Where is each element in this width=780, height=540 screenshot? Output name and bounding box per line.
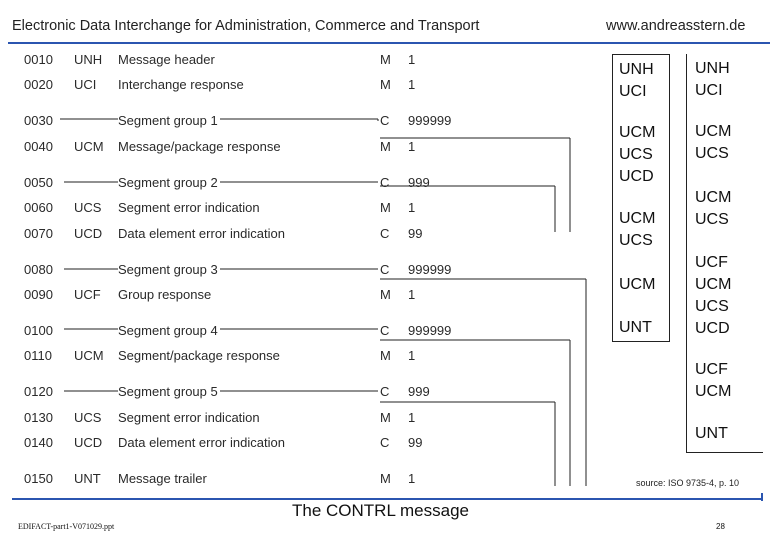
- status: C: [380, 226, 390, 241]
- position-number: 0130: [24, 410, 53, 425]
- status: M: [380, 200, 391, 215]
- example-message-left: [612, 54, 670, 342]
- repeat: 1: [408, 52, 416, 67]
- segment-tag: UCM: [74, 348, 104, 363]
- page-number: 28: [716, 522, 725, 531]
- position-number: 0050: [24, 175, 53, 190]
- example-block: [695, 359, 731, 403]
- repeat: 99: [408, 435, 423, 450]
- position-number: 0080: [24, 262, 53, 277]
- slide-title: Electronic Data Interchange for Administration, Commerce and Transport: [12, 18, 480, 34]
- status: C: [380, 323, 390, 338]
- status: M: [380, 348, 391, 363]
- position-number: 0070: [24, 226, 53, 241]
- example-block: [619, 208, 655, 252]
- segment-name: Data element error indication: [118, 226, 285, 241]
- example-block: [619, 274, 655, 296]
- segment-name: Data element error indication: [118, 435, 285, 450]
- header-rule: [8, 42, 770, 44]
- repeat: 999999: [408, 262, 452, 277]
- segment-table: [0, 46, 600, 496]
- status: C: [380, 435, 390, 450]
- status: C: [380, 113, 390, 128]
- segment-code: UNT: [619, 319, 652, 336]
- segment-name: Segment group 5: [118, 384, 218, 399]
- position-number: 0140: [24, 435, 53, 450]
- position-number: 0150: [24, 471, 53, 486]
- segment-tag: UCD: [74, 226, 103, 241]
- segment-code: UCS: [695, 298, 729, 315]
- segment-code: UCS: [619, 232, 653, 249]
- example-block: [695, 121, 731, 165]
- segment-code: UCI: [695, 82, 723, 99]
- status: C: [380, 384, 390, 399]
- website-url: www.andreasstern.de: [606, 18, 746, 34]
- segment-tag: UCS: [74, 200, 102, 215]
- status: C: [380, 262, 390, 277]
- segment-tag: UNH: [74, 52, 103, 67]
- position-number: 0120: [24, 384, 53, 399]
- segment-code: UCM: [619, 210, 656, 227]
- segment-code: UCD: [619, 168, 654, 185]
- footer-rule-tick: [761, 493, 763, 501]
- position-number: 0090: [24, 287, 53, 302]
- example-block: [695, 187, 731, 231]
- segment-code: UCS: [695, 211, 729, 228]
- repeat: 999: [408, 384, 430, 399]
- position-number: 0100: [24, 323, 53, 338]
- segment-code: UCM: [695, 189, 732, 206]
- segment-tag: UCS: [74, 410, 102, 425]
- segment-tag: UCI: [74, 77, 97, 92]
- segment-tag: UCD: [74, 435, 103, 450]
- slide-header: [0, 0, 780, 46]
- segment-code: UCM: [695, 276, 732, 293]
- position-number: 0020: [24, 77, 53, 92]
- segment-code: UNH: [695, 60, 730, 77]
- segment-name: Segment group 3: [118, 262, 218, 277]
- footer-rule: [12, 498, 762, 500]
- repeat: 1: [408, 287, 416, 302]
- segment-code: UCS: [695, 145, 729, 162]
- position-number: 0010: [24, 52, 53, 67]
- source-citation: source: ISO 9735-4, p. 10: [636, 478, 740, 488]
- example-block: [619, 59, 654, 103]
- status: M: [380, 52, 391, 67]
- segment-code: UCM: [619, 124, 656, 141]
- position-number: 0040: [24, 139, 53, 154]
- segment-code: UCI: [619, 83, 647, 100]
- segment-code: UNT: [695, 425, 728, 442]
- example-block: [695, 423, 728, 445]
- status: M: [380, 410, 391, 425]
- example-block: [619, 317, 652, 339]
- footer-filename: EDIFACT-part1-V071029.ppt: [18, 522, 115, 531]
- repeat: 999999: [408, 323, 452, 338]
- position-number: 0110: [24, 348, 52, 363]
- repeat: 1: [408, 139, 416, 154]
- segment-name: Segment group 2: [118, 175, 218, 190]
- segment-name: Segment group 1: [118, 113, 218, 128]
- segment-tag: UCF: [74, 287, 101, 302]
- segment-name: Segment/package response: [118, 348, 280, 363]
- segment-name: Segment group 4: [118, 323, 218, 338]
- repeat: 1: [408, 410, 416, 425]
- segment-tag: UCM: [74, 139, 104, 154]
- repeat: 999: [408, 175, 430, 190]
- segment-name: Segment error indication: [118, 410, 260, 425]
- repeat: 99: [408, 226, 423, 241]
- repeat: 1: [408, 348, 416, 363]
- segment-name: Segment error indication: [118, 200, 260, 215]
- group-bracket-lines: [0, 46, 600, 496]
- status: C: [380, 175, 390, 190]
- status: M: [380, 139, 391, 154]
- segment-name: Message/package response: [118, 139, 281, 154]
- segment-name: Interchange response: [118, 77, 244, 92]
- position-number: 0060: [24, 200, 53, 215]
- segment-name: Message trailer: [118, 471, 207, 486]
- segment-code: UCM: [695, 383, 732, 400]
- position-number: 0030: [24, 113, 53, 128]
- example-block: [695, 58, 730, 102]
- segment-code: UCM: [695, 123, 732, 140]
- segment-code: UCM: [619, 276, 656, 293]
- repeat: 1: [408, 200, 416, 215]
- segment-code: UCF: [695, 254, 728, 271]
- segment-name: Group response: [118, 287, 212, 302]
- segment-code: UCF: [695, 361, 728, 378]
- segment-code: UCD: [695, 320, 730, 337]
- example-block: [619, 122, 655, 188]
- status: M: [380, 287, 391, 302]
- status: M: [380, 471, 391, 486]
- slide-caption: The CONTRL message: [292, 501, 469, 520]
- repeat: 1: [408, 471, 416, 486]
- segment-code: UCS: [619, 146, 653, 163]
- segment-name: Message header: [118, 52, 215, 67]
- segment-code: UNH: [619, 61, 654, 78]
- repeat: 1: [408, 77, 416, 92]
- example-message-right: [686, 54, 763, 453]
- repeat: 999999: [408, 113, 452, 128]
- status: M: [380, 77, 391, 92]
- example-block: [695, 252, 731, 340]
- segment-tag: UNT: [74, 471, 101, 486]
